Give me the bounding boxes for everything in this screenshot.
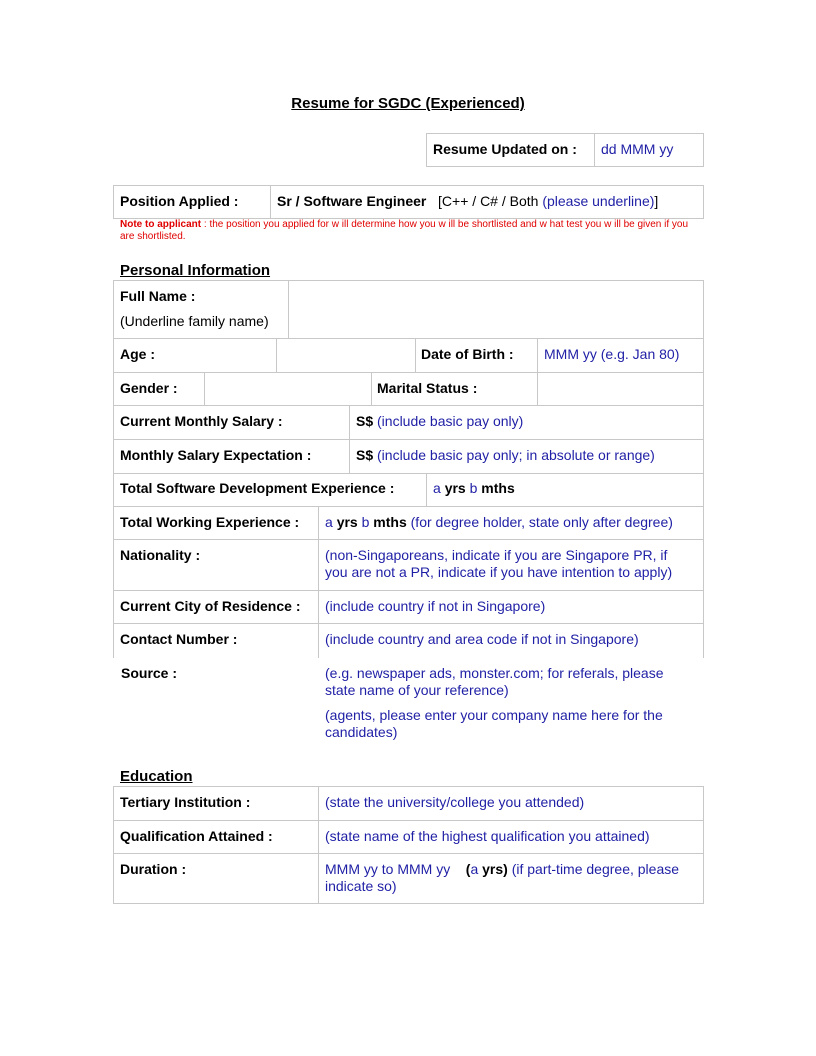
city-field[interactable]: (include country if not in Singapore) bbox=[325, 598, 546, 614]
city-label: Current City of Residence : bbox=[120, 598, 301, 614]
contact-number-field[interactable]: (include country and area code if not in Singapore) bbox=[325, 631, 639, 647]
gender-field[interactable] bbox=[205, 373, 371, 405]
nationality-label: Nationality : bbox=[120, 547, 201, 563]
duration-years-unit: yrs) bbox=[482, 861, 508, 877]
age-label: Age : bbox=[120, 346, 155, 362]
work-exp-years-value: a bbox=[325, 514, 333, 530]
current-salary-field[interactable] bbox=[350, 413, 529, 430]
duration-label: Duration : bbox=[120, 861, 187, 877]
note-text: : the position you applied for w ill determine how you w ill be shortlisted and w hat test you w ill be given if you are shortlisted. bbox=[120, 219, 689, 242]
current-salary-prefix: S$ bbox=[356, 413, 374, 429]
institution-field[interactable]: (state the university/college you attended) bbox=[325, 794, 585, 810]
contact-number-label: Contact Number : bbox=[120, 631, 238, 647]
position-options: [C++ / C# / Both bbox=[438, 193, 539, 209]
position-label: Position Applied : bbox=[120, 193, 239, 209]
note-to-applicant bbox=[120, 219, 700, 243]
duration-hint: (if part-time degree, please indicate so) bbox=[325, 861, 680, 894]
position-close: ] bbox=[654, 193, 659, 209]
work-experience-field[interactable] bbox=[319, 514, 679, 531]
marital-status-label: Marital Status : bbox=[377, 380, 478, 396]
note-label: Note to applicant bbox=[120, 219, 202, 230]
expected-salary-field[interactable] bbox=[350, 447, 661, 464]
resume-updated-field[interactable]: dd MMM yy bbox=[601, 141, 674, 157]
nationality-field[interactable]: (non-Singaporeans, indicate if you are Singapore PR, if you are not a PR, indicate if you have intention to apply) bbox=[325, 547, 673, 580]
current-salary-hint: (include basic pay only) bbox=[377, 413, 524, 429]
expected-salary-label: Monthly Salary Expectation : bbox=[120, 447, 312, 463]
duration-open: ( bbox=[465, 861, 471, 877]
qualification-field[interactable]: (state name of the highest qualification you attained) bbox=[325, 828, 650, 844]
education-heading: Education bbox=[120, 768, 193, 785]
resume-updated-label: Resume Updated on : bbox=[433, 141, 577, 157]
qualification-label: Qualification Attained : bbox=[120, 828, 273, 844]
work-exp-hint: (for degree holder, state only after degree) bbox=[410, 514, 673, 530]
position-hint: (please underline) bbox=[542, 193, 655, 209]
dob-label: Date of Birth : bbox=[421, 346, 514, 362]
full-name-hint: (Underline family name) bbox=[120, 313, 269, 329]
position-role: Sr / Software Engineer bbox=[277, 193, 427, 209]
source-agents-hint: (agents, please enter your company name here for the candidates) bbox=[325, 707, 663, 740]
sw-exp-months-value: b bbox=[469, 480, 478, 496]
duration-years-value: a bbox=[470, 861, 479, 877]
marital-status-field[interactable] bbox=[538, 373, 703, 405]
duration-field[interactable] bbox=[319, 861, 699, 895]
expected-salary-hint: (include basic pay only; in absolute or range) bbox=[377, 447, 655, 463]
work-experience-label: Total Working Experience : bbox=[120, 514, 300, 530]
sw-exp-years-value: a bbox=[433, 480, 441, 496]
duration-range: MMM yy to MMM yy bbox=[325, 861, 451, 877]
work-exp-months-value: b bbox=[361, 514, 370, 530]
expected-salary-prefix: S$ bbox=[356, 447, 374, 463]
institution-label: Tertiary Institution : bbox=[120, 794, 251, 810]
dob-field[interactable]: MMM yy (e.g. Jan 80) bbox=[544, 346, 680, 362]
source-field[interactable]: (e.g. newspaper ads, monster.com; for referals, please state name of your reference) bbox=[325, 665, 664, 698]
gender-label: Gender : bbox=[120, 380, 178, 396]
full-name-label: Full Name : bbox=[120, 288, 196, 304]
page-title: Resume for SGDC (Experienced) bbox=[291, 95, 525, 112]
sw-exp-years-unit: yrs bbox=[444, 480, 466, 496]
personal-info-heading: Personal Information bbox=[120, 262, 271, 279]
source-label: Source : bbox=[121, 665, 178, 681]
work-exp-years-unit: yrs bbox=[336, 514, 358, 530]
current-salary-label: Current Monthly Salary : bbox=[120, 413, 283, 429]
sw-experience-label: Total Software Development Experience : bbox=[120, 480, 395, 496]
age-field[interactable] bbox=[277, 339, 415, 372]
sw-experience-field[interactable] bbox=[427, 480, 521, 497]
position-field[interactable] bbox=[271, 193, 664, 210]
sw-exp-months-unit: mths bbox=[481, 480, 515, 496]
full-name-field[interactable] bbox=[289, 281, 703, 338]
work-exp-months-unit: mths bbox=[373, 514, 407, 530]
